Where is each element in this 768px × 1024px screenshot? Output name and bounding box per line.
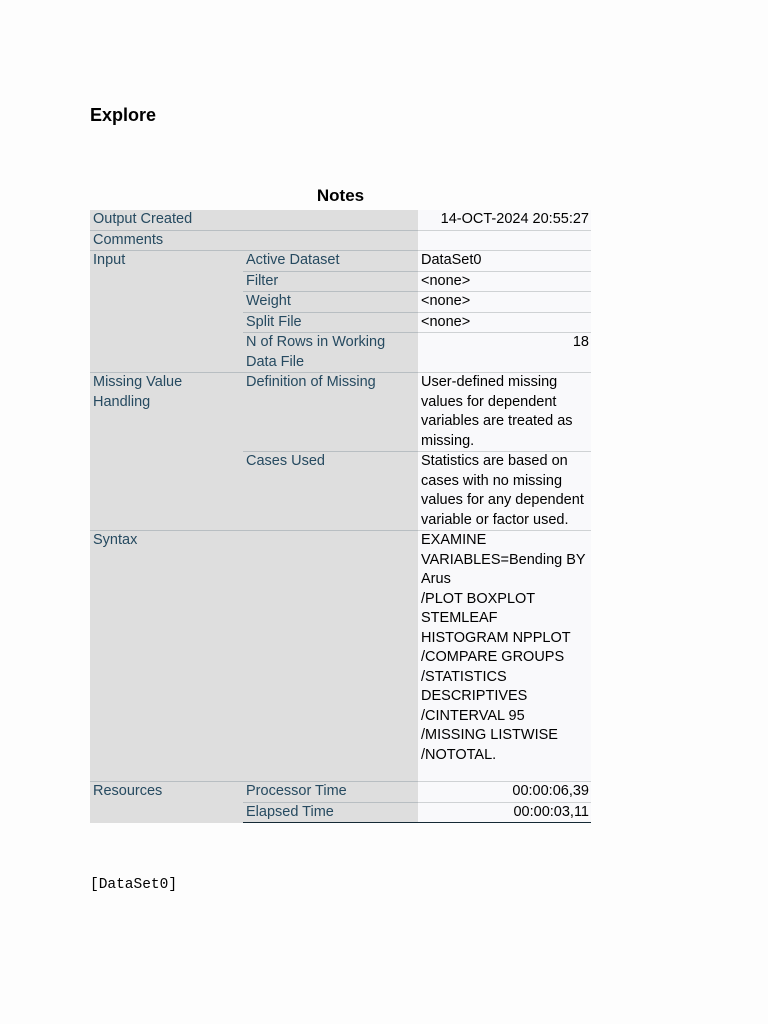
syntax-line: /STATISTICS DESCRIPTIVES (421, 668, 528, 704)
weight-label: Weight (243, 292, 418, 313)
output-created-value: 14-OCT-2024 20:55:27 (418, 210, 591, 230)
syntax-line: /CINTERVAL 95 (421, 707, 525, 724)
missing-value-handling-label: Missing Value Handling (90, 373, 243, 531)
cases-used-value: Statistics are based on cases with no missing values for any dependent variable or factor used. (418, 452, 591, 531)
comments-label: Comments (90, 230, 418, 251)
syntax-line: /PLOT BOXPLOT STEMLEAF HISTOGRAM NPPLOT (421, 590, 571, 646)
active-dataset-label: Active Dataset (243, 251, 418, 272)
syntax-line: EXAMINE VARIABLES=Bending BY Arus (421, 532, 586, 587)
n-rows-value: 18 (418, 333, 591, 373)
output-created-label: Output Created (90, 210, 418, 230)
dataset-marker: [DataSet0] (90, 877, 178, 893)
table-row (90, 531, 591, 782)
filter-label: Filter (243, 271, 418, 292)
table-row (90, 210, 591, 230)
table-row (90, 373, 591, 452)
processor-time-label: Processor Time (243, 782, 418, 803)
syntax-value (418, 531, 591, 782)
n-rows-label: N of Rows in Working Data File (243, 333, 418, 373)
elapsed-time-label: Elapsed Time (243, 802, 418, 823)
syntax-line: /COMPARE GROUPS (421, 649, 565, 665)
table-row (90, 782, 591, 803)
active-dataset-value: DataSet0 (418, 251, 591, 272)
input-label: Input (90, 251, 243, 373)
syntax-line: /MISSING LISTWISE (421, 727, 558, 743)
split-file-label: Split File (243, 312, 418, 333)
split-file-value: <none> (418, 312, 591, 333)
elapsed-time-value: 00:00:03,11 (418, 802, 591, 823)
processor-time-value: 00:00:06,39 (418, 782, 591, 803)
table-row (90, 230, 591, 251)
resources-label: Resources (90, 782, 243, 823)
weight-value: <none> (418, 292, 591, 313)
section-heading: Explore (90, 105, 157, 125)
definition-of-missing-value: User-defined missing values for dependent variables are treated as missing. (418, 373, 591, 452)
notes-table (90, 210, 591, 823)
filter-value: <none> (418, 271, 591, 292)
cases-used-label: Cases Used (243, 452, 418, 531)
syntax-line: /NOTOTAL. (421, 746, 497, 763)
notes-table-title: Notes (316, 186, 365, 205)
syntax-label: Syntax (90, 531, 418, 782)
definition-of-missing-label: Definition of Missing (243, 373, 418, 452)
table-row (90, 251, 591, 272)
comments-value (418, 230, 591, 251)
